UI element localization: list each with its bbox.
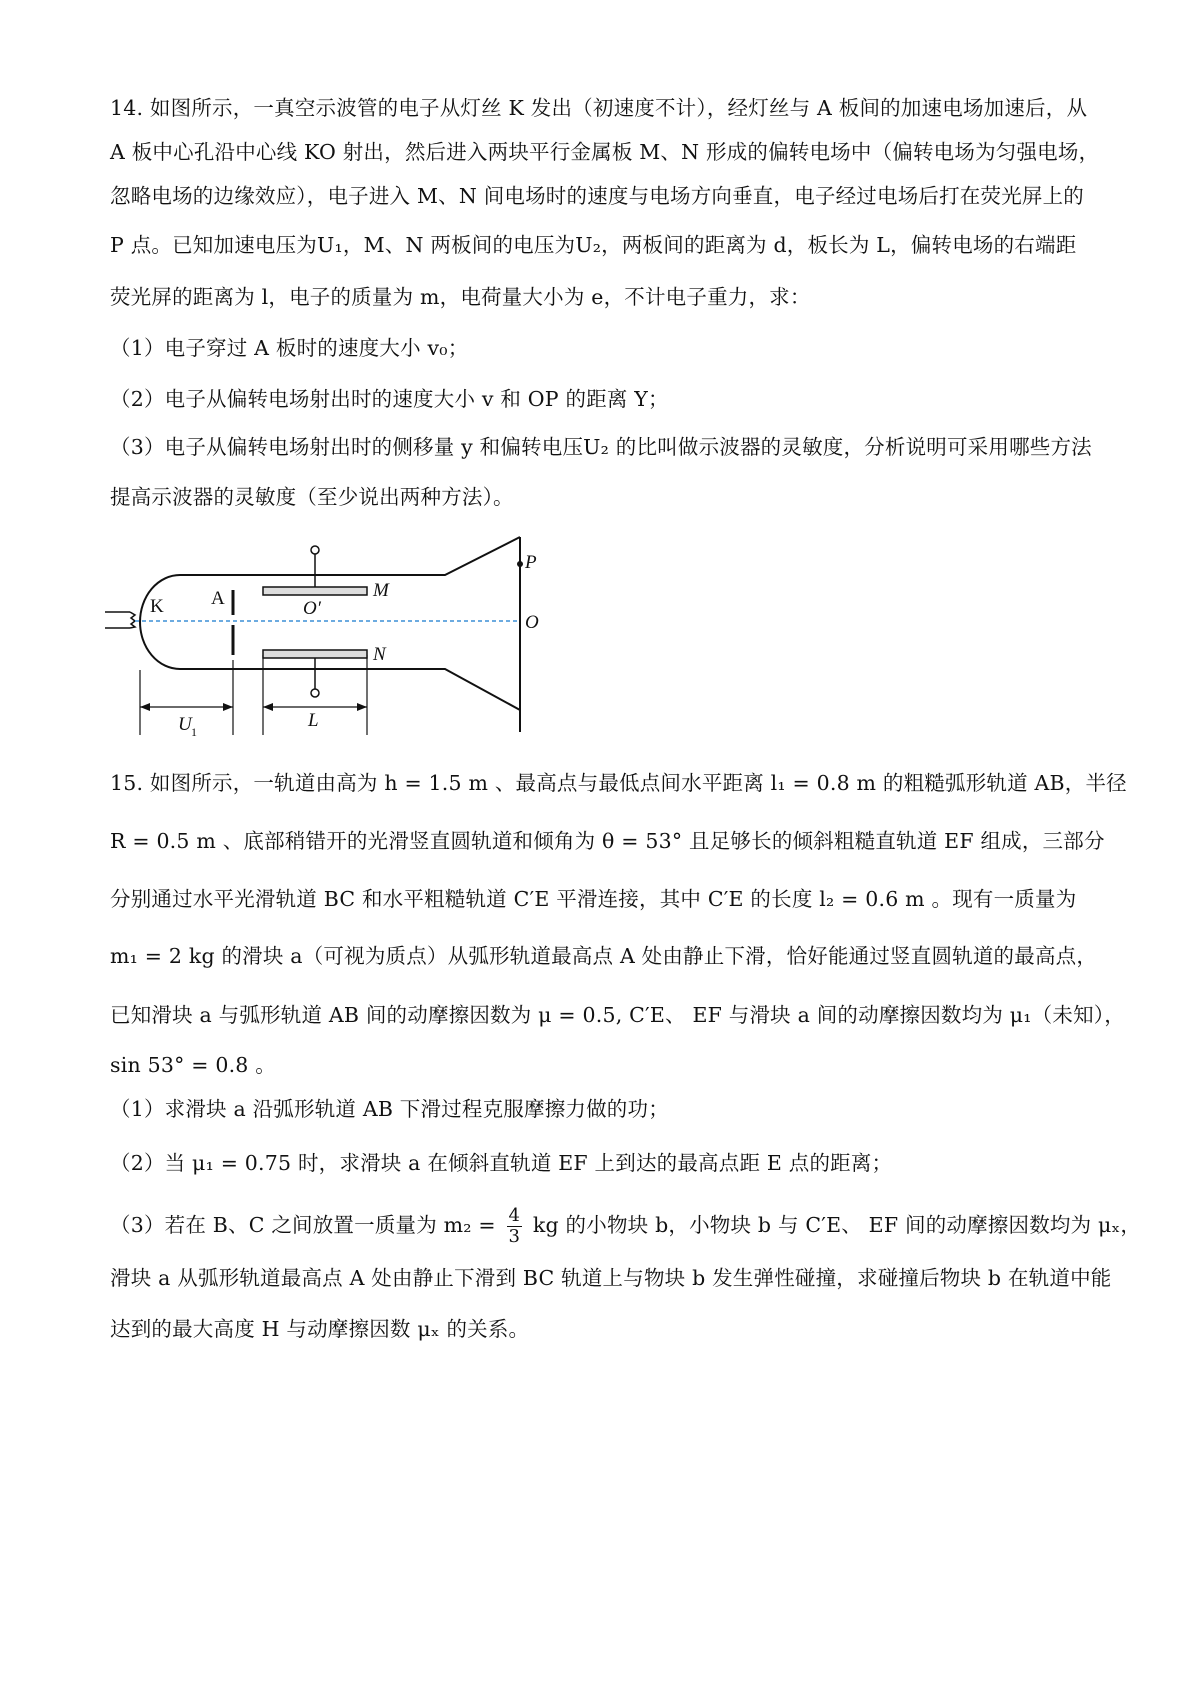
q14-line-5: 荧光屏的距离为 l，电子的质量为 m，电荷量大小为 e，不计电子重力，求： [110, 285, 811, 309]
label-a: A [211, 588, 225, 609]
filament-leads [105, 612, 130, 628]
q15-question-1: （1）求滑块 a 沿弧形轨道 AB 下滑过程克服摩擦力做的功； [110, 1097, 669, 1121]
n-terminal [311, 689, 319, 697]
label-m: M [373, 580, 389, 601]
label-k: K [150, 596, 164, 617]
q14-line-1: 14. 如图所示，一真空示波管的电子从灯丝 K 发出（初速度不计），经灯丝与 A 板间的加速电场加速后，从 [110, 96, 1088, 120]
q14-line-2: A 板中心孔沿中心线 KO 射出，然后进入两块平行金属板 M、N 形成的偏转电场中（偏转电场为匀强电场， [110, 140, 1100, 164]
q14-line-3: 忽略电场的边缘效应），电子进入 M、N 间电场时的速度与电场方向垂直，电子经过电场后打在荧光屏上的 [110, 184, 1085, 208]
q15-question-3-cont-2: 达到的最大高度 H 与动摩擦因数 μₓ 的关系。 [110, 1317, 530, 1341]
q14-line-4: P 点。已知加速电压为U₁，M、N 两板间的电压为U₂，两板间的距离为 d，板长为 L，偏转电场的右端距 [110, 233, 1077, 257]
label-p: P [525, 552, 537, 573]
fraction-numerator: 4 [508, 1205, 521, 1226]
label-u1: U [178, 714, 192, 735]
q14-question-3: （3）电子从偏转电场射出时的侧移量 y 和偏转电压U₂ 的比叫做示波器的灵敏度，分析说明可采用哪些方法 [110, 435, 1092, 459]
q15-line-1: 15. 如图所示，一轨道由高为 h = 1.5 m 、最高点与最低点间水平距离 l₁ = 0.8 m 的粗糙弧形轨道 AB，半径 [110, 771, 1127, 795]
tube-top-edge [180, 537, 520, 575]
q15-question-3-start: （3）若在 B、C 之间放置一质量为 m₂ = [110, 1213, 496, 1237]
label-o: O [525, 612, 539, 633]
q15-line-6: sin 53° = 0.8 。 [110, 1053, 276, 1077]
label-o-prime: O′ [303, 598, 321, 619]
q15-line-5: 已知滑块 a 与弧形轨道 AB 间的动摩擦因数为 μ = 0.5, C′E、 EF 与滑块 a 间的动摩擦因数均为 μ₁（未知）， [110, 1003, 1125, 1027]
screen-cone-top [443, 535, 520, 575]
mass-fraction [507, 1206, 523, 1247]
label-l: L [308, 710, 319, 731]
q15-question-3 [110, 1205, 1142, 1247]
label-n: N [373, 644, 386, 665]
label-u1-sub: 1 [191, 725, 197, 739]
q15-line-2: R = 0.5 m 、底部稍错开的光滑竖直圆轨道和倾角为 θ = 53° 且足够长的倾斜粗糙直轨道 EF 组成，三部分 [110, 829, 1105, 853]
q15-question-3-cont-1: 滑块 a 从弧形轨道最高点 A 处由静止下滑到 BC 轨道上与物块 b 发生弹性碰撞，求碰撞后物块 b 在轨道中能 [110, 1266, 1112, 1290]
m-terminal [311, 546, 319, 554]
q15-line-3: 分别通过水平光滑轨道 BC 和水平粗糙轨道 C′E 平滑连接，其中 C′E 的长度 l₂ = 0.6 m 。现有一质量为 [110, 887, 1077, 911]
q14-question-1: （1）电子穿过 A 板时的速度大小 v₀； [110, 336, 469, 360]
filament-coil [130, 612, 135, 628]
q15-line-4: m₁ = 2 kg 的滑块 a（可视为质点）从弧形轨道最高点 A 处由静止下滑，恰好能通过竖直圆轨道的最高点， [110, 944, 1098, 968]
q14-question-2: （2）电子从偏转电场射出时的速度大小 v 和 OP 的距离 Y； [110, 387, 669, 411]
fraction-denominator: 3 [508, 1226, 521, 1247]
point-p [517, 561, 523, 567]
plate-m [263, 587, 367, 595]
q14-question-3-cont: 提高示波器的灵敏度（至少说出两种方法）。 [110, 485, 514, 509]
plate-n [263, 650, 367, 658]
q15-question-3-end: kg 的小物块 b，小物块 b 与 C′E、 EF 间的动摩擦因数均为 μₓ， [532, 1213, 1142, 1237]
q15-question-2: （2）当 μ₁ = 0.75 时，求滑块 a 在倾斜直轨道 EF 上到达的最高点距 E 点的距离； [110, 1151, 893, 1175]
